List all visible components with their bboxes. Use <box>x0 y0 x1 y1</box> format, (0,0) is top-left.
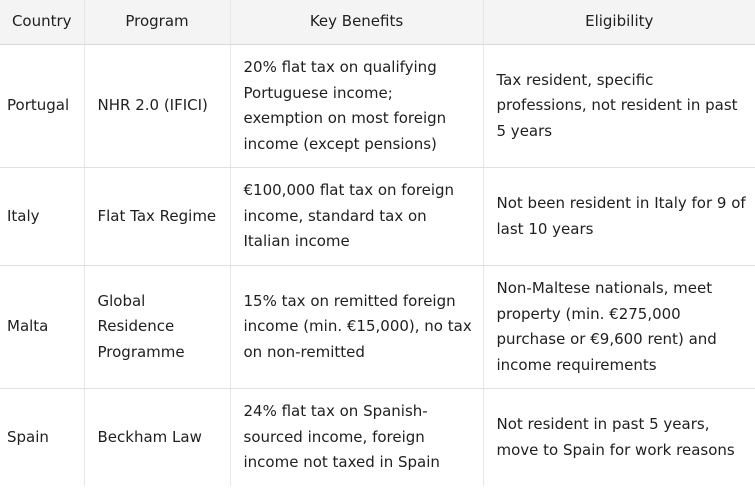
table-header-row <box>0 0 755 45</box>
cell-country: Italy <box>0 168 84 266</box>
cell-eligibility: Tax resident, specific professions, not resident in past 5 years <box>483 45 755 168</box>
header-key-benefits: Key Benefits <box>230 0 483 45</box>
cell-program: NHR 2.0 (IFICI) <box>84 45 230 168</box>
header-eligibility: Eligibility <box>483 0 755 45</box>
cell-program: Beckham Law <box>84 389 230 487</box>
header-country: Country <box>0 0 84 45</box>
cell-country: Portugal <box>0 45 84 168</box>
table-row <box>0 389 755 487</box>
cell-benefits: €100,000 flat tax on foreign income, standard tax on Italian income <box>230 168 483 266</box>
table-row <box>0 45 755 168</box>
cell-benefits: 20% flat tax on qualifying Portuguese income; exemption on most foreign income (except pensions) <box>230 45 483 168</box>
header-program: Program <box>84 0 230 45</box>
table-row <box>0 168 755 266</box>
cell-country: Malta <box>0 266 84 389</box>
cell-program: Global Residence Programme <box>84 266 230 389</box>
cell-country: Spain <box>0 389 84 487</box>
cell-benefits: 24% flat tax on Spanish-sourced income, foreign income not taxed in Spain <box>230 389 483 487</box>
cell-benefits: 15% tax on remitted foreign income (min. €15,000), no tax on non-remitted <box>230 266 483 389</box>
cell-eligibility: Not resident in past 5 years, move to Spain for work reasons <box>496 415 735 459</box>
cell-eligibility: Non-Maltese nationals, meet property (min. €275,000 purchase or €9,600 rent) and income requirements <box>483 266 755 389</box>
table-row <box>0 266 755 389</box>
cell-program: Flat Tax Regime <box>84 168 230 266</box>
cell-eligibility: Not been resident in Italy for 9 of last 10 years <box>483 168 755 266</box>
